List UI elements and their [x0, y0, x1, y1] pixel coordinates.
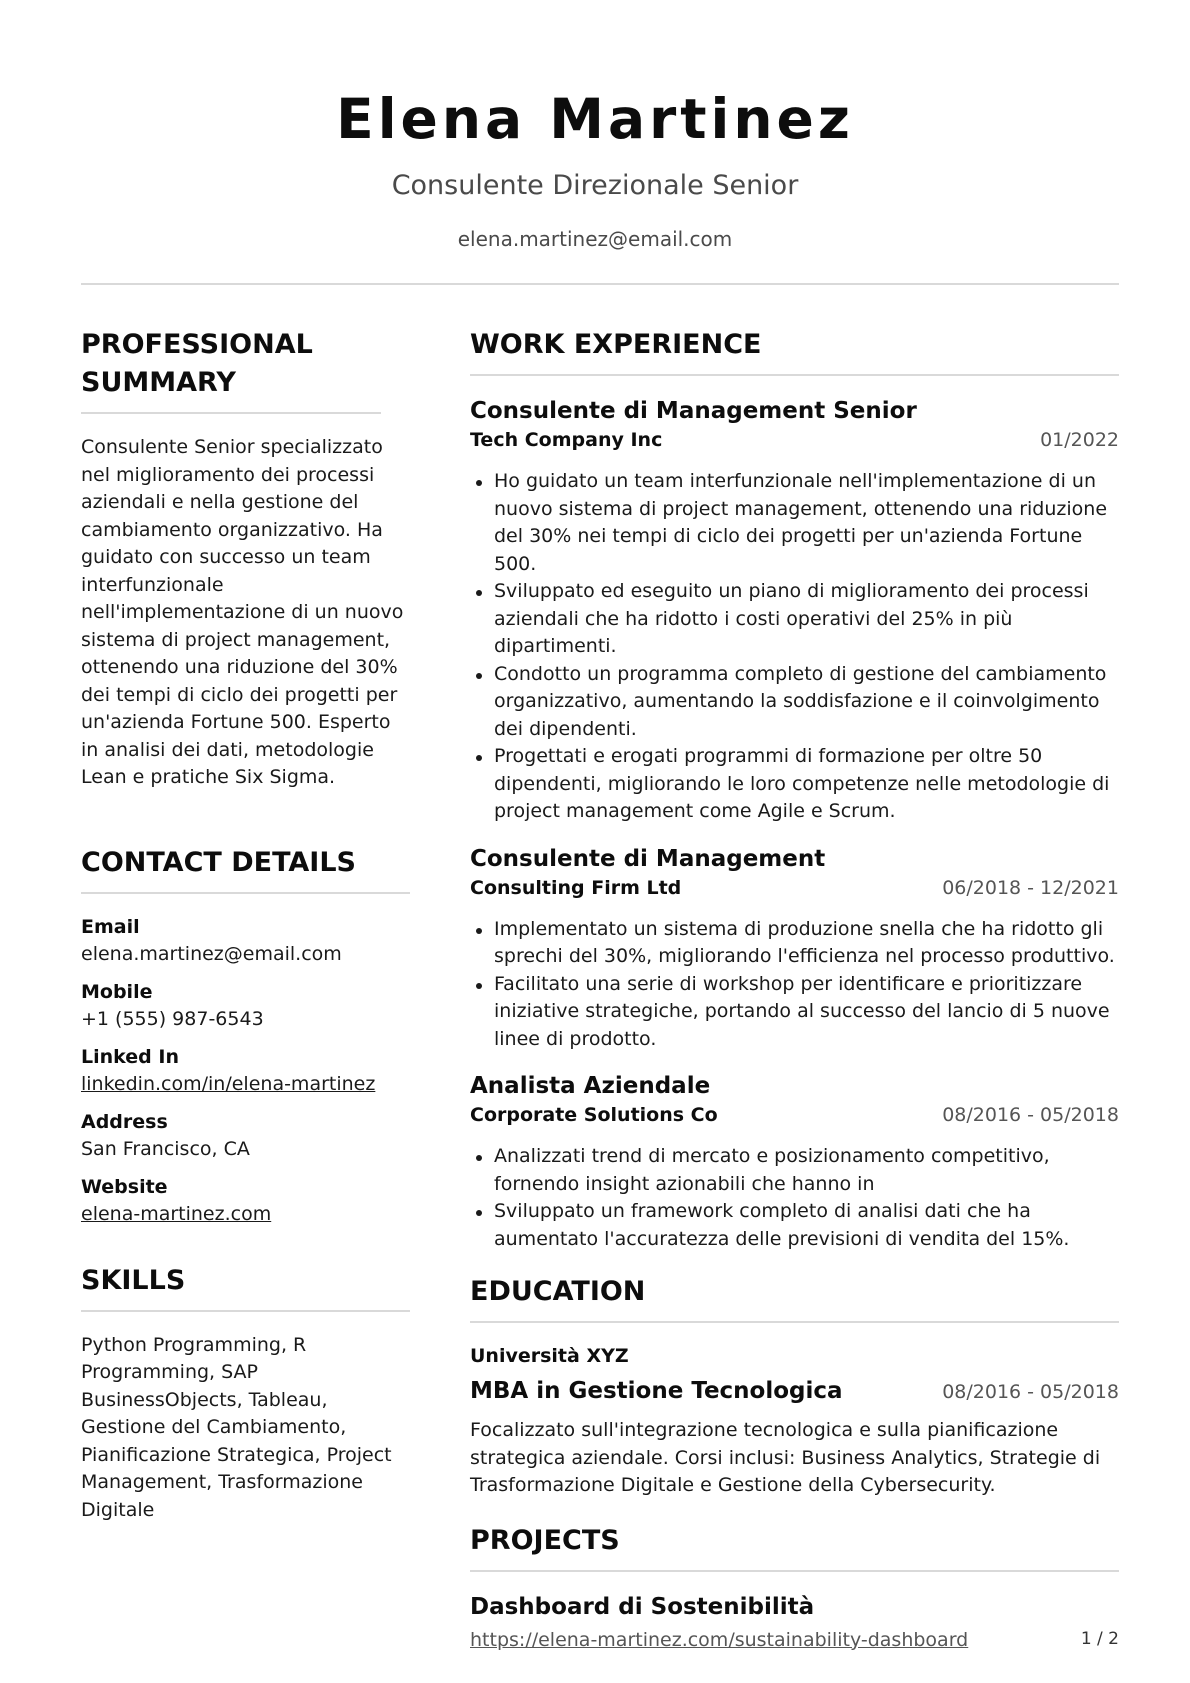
- job-bullets: [470, 1143, 1119, 1253]
- page-number: 1 / 2: [1080, 1629, 1119, 1649]
- project-title: Dashboard di Sostenibilità: [470, 1593, 815, 1620]
- projects-section: [470, 1522, 1119, 1654]
- degree-name: MBA in Gestione Tecnologica: [470, 1378, 843, 1404]
- website-link[interactable]: elena-martinez.com: [81, 1202, 272, 1225]
- bullet-item: Ho guidato un team interfunzionale nell'implementazione di un nuovo sistema di project management, ottenendo una riduzione del 30% nei tempi di ciclo dei progetti per un'azienda Fortune 500.: [470, 468, 1119, 578]
- job-meta: [470, 1102, 1119, 1129]
- experience-section: [470, 326, 1119, 1253]
- contact-item-email: [81, 914, 410, 968]
- project-link[interactable]: https://elena-martinez.com/sustainability-dashboard: [470, 1628, 969, 1651]
- contact-label: Mobile: [81, 980, 153, 1003]
- header-email[interactable]: elena.martinez@email.com: [457, 227, 733, 251]
- contact-label: Address: [81, 1110, 168, 1133]
- job-bullets: [470, 468, 1119, 826]
- job-title: Analista Aziendale: [470, 1073, 711, 1099]
- education-date: 08/2016 - 05/2018: [942, 1381, 1119, 1403]
- candidate-role: Consulente Direzionale Senior: [391, 170, 799, 201]
- job-title: Consulente di Management: [470, 845, 826, 872]
- education-meta: [470, 1376, 1119, 1407]
- summary-text: Consulente Senior specializzato nel miglioramento dei processi aziendali e nella gestione del cambiamento organizzativo. Ha guidato con successo un team interfunzionale nell'implementazione di un nuovo sistema di project management, ottenendo una riduzione del 30% dei tempi di ciclo dei progetti per un'azienda Fortune 500. Esperto in analisi dei dati, metodologie Lean e pratiche Six Sigma.: [81, 436, 404, 788]
- linkedin-link[interactable]: linkedin.com/in/elena-martinez: [81, 1072, 376, 1095]
- job-bullets: [470, 916, 1119, 1054]
- contact-label: Email: [81, 915, 140, 938]
- contact-label: Linked In: [81, 1045, 179, 1068]
- skills-title: SKILLS: [81, 1262, 410, 1312]
- job-entry: [470, 844, 1119, 1054]
- contact-value-address: San Francisco, CA: [81, 1137, 250, 1160]
- left-column: [81, 326, 410, 1524]
- bullet-item: Sviluppato ed eseguito un piano di miglioramento dei processi aziendali che ha ridotto i costi operativi del 25% in più dipartimenti.: [470, 578, 1119, 661]
- education-section: [470, 1273, 1119, 1500]
- contact-item-mobile: [81, 979, 410, 1033]
- school-name: Università XYZ: [470, 1345, 629, 1367]
- candidate-name: Elena Martinez: [336, 87, 854, 151]
- contact-section: [81, 844, 410, 1228]
- bullet-item: Progettati e erogati programmi di formazione per oltre 50 dipendenti, migliorando le loro competenze nelle metodologie di project management come Agile e Scrum.: [470, 743, 1119, 826]
- job-date: 01/2022: [1040, 429, 1119, 451]
- job-meta: [470, 427, 1119, 454]
- bullet-item: Analizzati trend di mercato e posizionamento competitivo, fornendo insight azionabili che hanno in: [470, 1143, 1119, 1198]
- bullet-item: Facilitato una serie di workshop per identificare e prioritizzare iniziative strategiche, portando al successo del lancio di 5 nuove linee di prodotto.: [470, 971, 1119, 1054]
- job-title: Consulente di Management Senior: [470, 398, 917, 424]
- company-name: Tech Company Inc: [470, 429, 663, 451]
- contact-item-linkedin: [81, 1044, 410, 1098]
- summary-title: PROFESSIONAL SUMMARY: [81, 326, 381, 414]
- contact-title: CONTACT DETAILS: [81, 844, 410, 894]
- job-meta: [470, 875, 1119, 902]
- contact-item-address: [81, 1109, 410, 1163]
- skills-text: Python Programming, R Programming, SAP BusinessObjects, Tableau, Gestione del Cambiamento, Pianificazione Strategica, Project Management, Trasformazione Digitale: [81, 1333, 392, 1521]
- skills-section: [81, 1262, 410, 1525]
- bullet-item: Sviluppato un framework completo di analisi dati che ha aumentato l'accuratezza delle previsioni di vendita del 15%.: [470, 1198, 1119, 1253]
- job-entry: [470, 396, 1119, 826]
- education-title: EDUCATION: [470, 1273, 1119, 1323]
- bullet-item: Implementato un sistema di produzione snella che ha ridotto gli sprechi del 30%, migliorando l'efficienza nel processo produttivo.: [470, 916, 1119, 971]
- right-column: [470, 326, 1119, 1654]
- bullet-item: Condotto un programma completo di gestione del cambiamento organizzativo, aumentando la soddisfazione e il coinvolgimento dei dipendenti.: [470, 661, 1119, 744]
- company-name: Corporate Solutions Co: [470, 1104, 718, 1126]
- projects-title: PROJECTS: [470, 1522, 1119, 1572]
- contact-value-mobile: +1 (555) 987-6543: [81, 1007, 264, 1030]
- job-entry: [470, 1071, 1119, 1253]
- contact-value-email[interactable]: elena.martinez@email.com: [81, 942, 342, 965]
- education-description: Focalizzato sull'integrazione tecnologica e sulla pianificazione strategica aziendale. Corsi inclusi: Business Analytics, Strategie di Trasformazione Digitale e Gestione della Cybersecurity.: [470, 1419, 1101, 1496]
- contact-item-website: [81, 1174, 410, 1228]
- job-date: 06/2018 - 12/2021: [942, 876, 1119, 899]
- contact-label: Website: [81, 1175, 168, 1198]
- header-divider: [81, 283, 1119, 285]
- job-date: 08/2016 - 05/2018: [942, 1104, 1119, 1126]
- summary-section: [81, 326, 410, 792]
- experience-title: WORK EXPERIENCE: [470, 326, 1119, 376]
- company-name: Consulting Firm Ltd: [470, 876, 682, 899]
